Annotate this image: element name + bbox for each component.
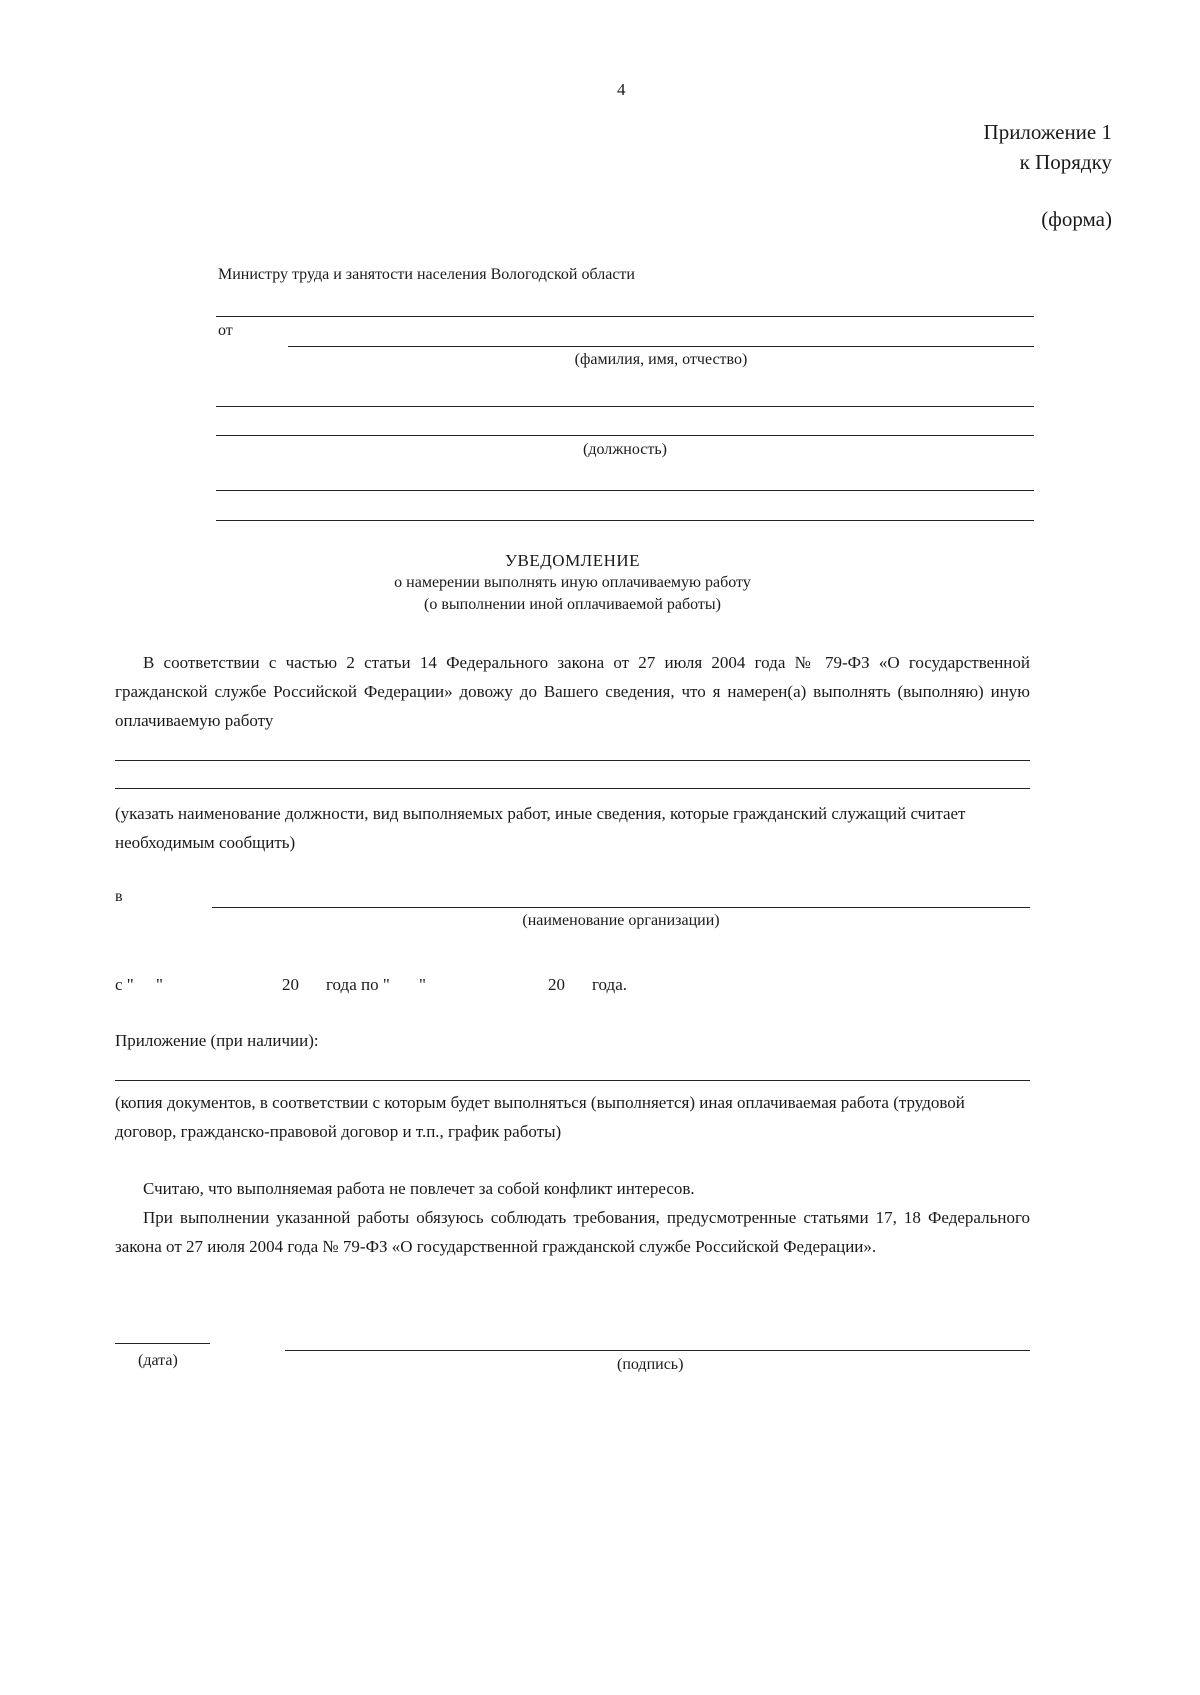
addressee-line-4[interactable] bbox=[216, 520, 1034, 521]
date-hint: (дата) bbox=[138, 1352, 178, 1369]
position-hint: (должность) bbox=[583, 441, 667, 458]
period-year-1: 20 bbox=[282, 975, 299, 994]
work-line-1[interactable] bbox=[115, 760, 1030, 761]
notice-title: УВЕДОМЛЕНИЕ bbox=[504, 551, 641, 570]
date-line[interactable] bbox=[115, 1343, 210, 1344]
addressee-line-3[interactable] bbox=[216, 490, 1034, 491]
fio-hint: (фамилия, имя, отчество) bbox=[574, 351, 748, 368]
notice-subtitle-2: (о выполнении иной оплачиваемой работы) bbox=[424, 596, 721, 613]
to-order-label: к Порядку bbox=[1019, 150, 1112, 174]
signature-hint: (подпись) bbox=[617, 1356, 684, 1373]
signature-line[interactable] bbox=[285, 1350, 1030, 1351]
in-label: в bbox=[115, 888, 123, 905]
work-line-2[interactable] bbox=[115, 788, 1030, 789]
work-hint: (указать наименование должности, вид выполняемых работ, иные сведения, которые гражданский служащий считает необходимым сообщить) bbox=[115, 804, 966, 852]
addressee-to: Министру труда и занятости населения Вологодской области bbox=[218, 266, 635, 283]
attachment-label: Приложение (при наличии): bbox=[115, 1031, 319, 1050]
attachment-line[interactable] bbox=[115, 1080, 1030, 1081]
period-year-word: года. bbox=[592, 975, 628, 994]
period-quote-2: " bbox=[419, 975, 426, 994]
period-from: с " bbox=[115, 975, 134, 994]
fio-line[interactable] bbox=[288, 346, 1034, 347]
organization-line[interactable] bbox=[212, 907, 1030, 908]
statement-conflict: Считаю, что выполняемая работа не повлечет за собой конфликт интересов. bbox=[143, 1179, 695, 1198]
addressee-line-1 bbox=[216, 316, 1034, 317]
period-quote-1: " bbox=[156, 975, 163, 994]
position-line[interactable] bbox=[216, 435, 1034, 436]
appendix-label: Приложение 1 bbox=[983, 120, 1112, 144]
page-number: 4 bbox=[617, 80, 626, 99]
from-label: от bbox=[218, 322, 233, 339]
attachment-hint: (копия документов, в соответствии с которым будет выполняться (выполняется) иная оплачиваемая работа (трудовой договор, гражданско-правовой договор и т.п., график работы) bbox=[115, 1093, 965, 1141]
period-until: года по " bbox=[326, 975, 390, 994]
notice-subtitle-1: о намерении выполнять иную оплачиваемую работу bbox=[394, 574, 751, 591]
statement-obligation: При выполнении указанной работы обязуюсь соблюдать требования, предусмотренные статьями 17, 18 Федерального закона от 27 июля 2004 года № 79-ФЗ «О государственной гражданской службе Российской Федерации». bbox=[115, 1208, 1030, 1256]
addressee-line-2[interactable] bbox=[216, 406, 1034, 407]
form-label: (форма) bbox=[1041, 207, 1112, 231]
organization-hint: (наименование организации) bbox=[522, 912, 720, 929]
period-year-2: 20 bbox=[548, 975, 565, 994]
paragraph-intro: В соответствии с частью 2 статьи 14 Федерального закона от 27 июля 2004 года № 79-ФЗ «О государственной гражданской службе Российской Федерации» довожу до Вашего сведения, что я намерен(а) выполнять (выполняю) иную оплачиваемую работу bbox=[115, 653, 1030, 730]
